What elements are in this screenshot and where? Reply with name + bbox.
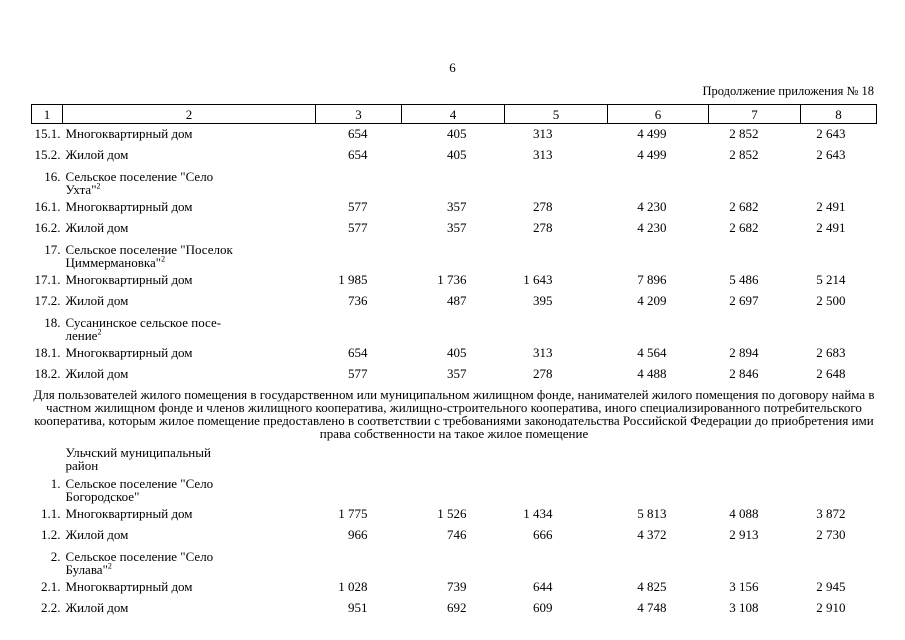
empty-cell (316, 442, 402, 473)
value-cell: 2 697 (729, 293, 759, 308)
row-number: 18. (44, 315, 61, 330)
table-row (32, 525, 877, 546)
row-number: 18.2. (34, 366, 61, 381)
row-number: 1. (50, 476, 61, 491)
tariff-table (31, 104, 877, 619)
header-cell: 2 (63, 105, 316, 124)
row-number: 2. (50, 549, 61, 564)
value-cell: 736 (348, 293, 368, 308)
empty-cell (608, 473, 709, 504)
row-number: 1.2. (41, 527, 61, 542)
group-name (63, 442, 316, 473)
value-cell: 357 (447, 366, 467, 381)
value-cell: 739 (447, 579, 467, 594)
empty-cell (316, 473, 402, 504)
row-name: Многоквартирный дом (65, 199, 193, 214)
value-cell: 609 (533, 600, 553, 615)
group-name-text: Сусанинское сельское посе- (65, 315, 222, 330)
value-cell: 4 372 (637, 527, 667, 542)
header-cell: 4 (402, 105, 505, 124)
row-name: Многоквартирный дом (65, 272, 193, 287)
value-cell: 4 209 (637, 293, 667, 308)
value-cell: 951 (348, 600, 368, 615)
empty-cell (505, 442, 608, 473)
value-cell: 4 488 (637, 366, 667, 381)
empty-cell (505, 166, 608, 197)
row-name: Жилой дом (65, 220, 129, 235)
table-row (32, 364, 877, 385)
note-text: Для пользователей жилого помещения в государственном или муниципальном жилищном фонде, нанимателей жилого помещения по договору найма в частном жилищном фонде и членов жилищного кооператива, жилищно-строительного кооператива, иного специализированного потребительского кооператива, которым жилое помещение предоставлено в соответствии с требованиями законодательства Российской Федерации до приобретения ими права собственности на такое жилое помещение (33, 387, 875, 441)
group-name-text: Булава" (65, 562, 108, 577)
row-number: 17.2. (34, 293, 61, 308)
empty-cell (505, 546, 608, 577)
empty-cell (402, 312, 505, 343)
empty-cell (402, 166, 505, 197)
value-cell: 577 (348, 366, 368, 381)
value-cell: 4 230 (637, 220, 667, 235)
group-row (32, 546, 877, 577)
header-cell: 1 (32, 105, 63, 124)
row-number: 15.1. (34, 126, 61, 141)
group-name-text: Ульчский муниципальный (65, 445, 211, 460)
value-cell: 2 491 (816, 220, 846, 235)
table-row (32, 577, 877, 598)
group-name (63, 473, 316, 504)
group-row (32, 239, 877, 270)
table-row (32, 145, 877, 166)
group-name (63, 166, 316, 197)
value-cell: 4 825 (637, 579, 667, 594)
empty-cell (801, 546, 877, 577)
value-cell: 7 896 (637, 272, 667, 287)
value-cell: 3 872 (816, 506, 846, 521)
note-row (32, 385, 877, 442)
value-cell: 5 813 (637, 506, 667, 521)
header-cell: 5 (505, 105, 608, 124)
row-name: Многоквартирный дом (65, 579, 193, 594)
empty-cell (608, 166, 709, 197)
value-cell: 1 643 (523, 272, 553, 287)
group-name-text: Циммермановка" (65, 255, 162, 270)
row-number: 2.1. (41, 579, 61, 594)
value-cell: 654 (348, 126, 368, 141)
group-name (63, 546, 316, 577)
value-cell: 5 486 (729, 272, 759, 287)
table-row (32, 270, 877, 291)
row-number: 16.2. (34, 220, 61, 235)
group-name-text: Сельское поселение "Село (65, 169, 214, 184)
group-row (32, 473, 877, 504)
row-number: 16. (44, 169, 61, 184)
empty-cell (709, 442, 801, 473)
table-row (32, 124, 877, 146)
value-cell: 654 (348, 345, 368, 360)
empty-cell (709, 166, 801, 197)
table-row (32, 218, 877, 239)
value-cell: 2 852 (729, 126, 759, 141)
header-cell: 3 (316, 105, 402, 124)
row-name: Многоквартирный дом (65, 345, 193, 360)
value-cell: 2 852 (729, 147, 759, 162)
empty-cell (505, 312, 608, 343)
group-name-text: Сельское поселение "Село (65, 476, 214, 491)
value-cell: 487 (447, 293, 467, 308)
empty-cell (402, 473, 505, 504)
empty-cell (608, 442, 709, 473)
value-cell: 4 230 (637, 199, 667, 214)
value-cell: 2 910 (816, 600, 846, 615)
row-name: Жилой дом (65, 366, 129, 381)
value-cell: 357 (447, 220, 467, 235)
row-number: 15.2. (34, 147, 61, 162)
value-cell: 1 434 (523, 506, 553, 521)
value-cell: 3 108 (729, 600, 759, 615)
value-cell: 4 088 (729, 506, 759, 521)
value-cell: 395 (533, 293, 553, 308)
value-cell: 2 846 (729, 366, 759, 381)
value-cell: 666 (533, 527, 553, 542)
value-cell: 405 (447, 345, 467, 360)
empty-cell (709, 473, 801, 504)
row-name: Жилой дом (65, 600, 129, 615)
value-cell: 2 913 (729, 527, 759, 542)
value-cell: 2 894 (729, 345, 759, 360)
row-name: Жилой дом (65, 527, 129, 542)
continuation-label: Продолжение приложения № 18 (702, 84, 874, 98)
value-cell: 654 (348, 147, 368, 162)
group-name-text: Ухта" (65, 182, 97, 197)
row-number: 18.1. (34, 345, 61, 360)
value-cell: 2 730 (816, 527, 846, 542)
value-cell: 357 (447, 199, 467, 214)
row-name: Жилой дом (65, 293, 129, 308)
group-name-line (66, 446, 316, 459)
group-name-line (66, 563, 316, 576)
group-row (32, 166, 877, 197)
group-name-line (66, 459, 316, 472)
value-cell: 2 683 (816, 345, 846, 360)
empty-cell (402, 442, 505, 473)
table-row (32, 598, 877, 619)
value-cell: 4 499 (637, 147, 667, 162)
group-name (63, 239, 316, 270)
value-cell: 278 (533, 199, 553, 214)
row-number: 17.1. (34, 272, 61, 287)
value-cell: 1 526 (437, 506, 467, 521)
group-name-text: Сельское поселение "Поселок (65, 242, 233, 257)
table-row (32, 291, 877, 312)
value-cell: 1 028 (338, 579, 368, 594)
group-name-text: Богородское" (65, 489, 140, 504)
empty-cell (801, 473, 877, 504)
row-number: 1.1. (41, 506, 61, 521)
value-cell: 405 (447, 147, 467, 162)
value-cell: 3 156 (729, 579, 759, 594)
empty-cell (709, 239, 801, 270)
table-header-row (32, 105, 877, 124)
empty-cell (505, 473, 608, 504)
value-cell: 313 (533, 147, 553, 162)
value-cell: 692 (447, 600, 467, 615)
page-number: 6 (449, 60, 456, 75)
empty-cell (608, 239, 709, 270)
footnote-marker: 2 (161, 254, 166, 264)
table-row (32, 343, 877, 364)
empty-cell (709, 546, 801, 577)
empty-cell (709, 312, 801, 343)
value-cell: 5 214 (816, 272, 846, 287)
empty-cell (608, 546, 709, 577)
empty-cell (505, 239, 608, 270)
value-cell: 405 (447, 126, 467, 141)
group-name-line (66, 490, 316, 503)
footnote-marker: 2 (107, 561, 112, 571)
empty-cell (801, 442, 877, 473)
empty-cell (316, 239, 402, 270)
value-cell: 4 564 (637, 345, 667, 360)
group-name-line (66, 316, 316, 329)
value-cell: 2 682 (729, 220, 759, 235)
group-name-line (66, 256, 316, 269)
group-name-line (66, 183, 316, 196)
empty-cell (316, 546, 402, 577)
header-cell: 6 (608, 105, 709, 124)
value-cell: 4 499 (637, 126, 667, 141)
empty-cell (316, 312, 402, 343)
header-cell: 8 (801, 105, 877, 124)
row-number: 16.1. (34, 199, 61, 214)
empty-cell (801, 239, 877, 270)
footnote-marker: 2 (96, 181, 101, 191)
table-row (32, 504, 877, 525)
footnote-marker: 2 (97, 327, 102, 337)
value-cell: 2 500 (816, 293, 846, 308)
row-name: Многоквартирный дом (65, 126, 193, 141)
group-row (32, 442, 877, 473)
header-cell: 7 (709, 105, 801, 124)
value-cell: 278 (533, 366, 553, 381)
value-cell: 2 643 (816, 147, 846, 162)
empty-cell (801, 166, 877, 197)
empty-cell (801, 312, 877, 343)
value-cell: 1 736 (437, 272, 467, 287)
value-cell: 746 (447, 527, 467, 542)
group-row (32, 312, 877, 343)
row-number: 17. (44, 242, 61, 257)
value-cell: 577 (348, 220, 368, 235)
table-row (32, 197, 877, 218)
value-cell: 1 985 (338, 272, 368, 287)
empty-cell (608, 312, 709, 343)
value-cell: 577 (348, 199, 368, 214)
group-name (63, 312, 316, 343)
value-cell: 278 (533, 220, 553, 235)
group-name-text: район (65, 458, 99, 473)
group-name-text: ление (65, 328, 98, 343)
value-cell: 2 491 (816, 199, 846, 214)
empty-cell (402, 546, 505, 577)
value-cell: 2 945 (816, 579, 846, 594)
group-name-text: Сельское поселение "Село (65, 549, 214, 564)
value-cell: 313 (533, 345, 553, 360)
group-name-line (66, 170, 316, 183)
value-cell: 644 (533, 579, 553, 594)
value-cell: 2 682 (729, 199, 759, 214)
empty-cell (402, 239, 505, 270)
value-cell: 4 748 (637, 600, 667, 615)
empty-cell (316, 166, 402, 197)
value-cell: 1 775 (338, 506, 368, 521)
row-name: Многоквартирный дом (65, 506, 193, 521)
value-cell: 313 (533, 126, 553, 141)
value-cell: 2 648 (816, 366, 846, 381)
note-cell (32, 385, 877, 442)
row-number (32, 442, 63, 473)
row-number: 2.2. (41, 600, 61, 615)
group-name-line (66, 329, 316, 342)
row-name: Жилой дом (65, 147, 129, 162)
value-cell: 966 (348, 527, 368, 542)
value-cell: 2 643 (816, 126, 846, 141)
